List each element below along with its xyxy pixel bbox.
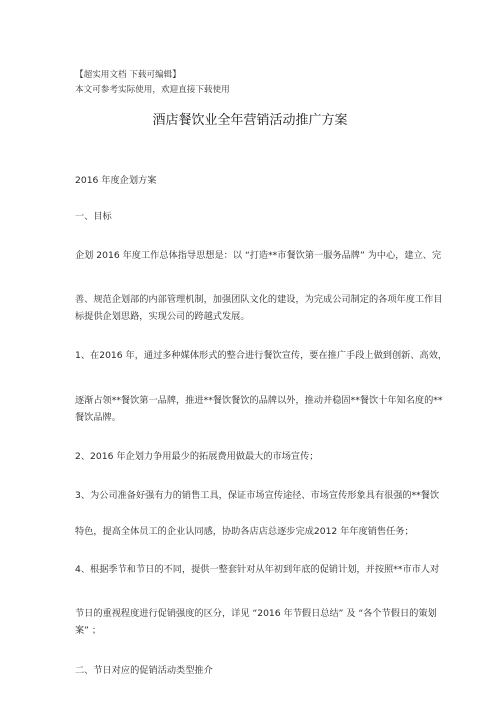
header-subnotice: 本文可参考实际使用，欢迎直接下载使用 [75, 85, 230, 95]
paragraph-2-line-2: 逐渐占领**餐饮第一品牌，推进**餐饮餐饮的品牌以外，推动并稳固**餐饮十年知名度的** [75, 395, 443, 406]
paragraph-4-line-2: 特色，提高全体员工的企业认同感，协助各店店总逐步完成2012 年年度销售任务； [75, 526, 414, 537]
document-title: 酒店餐饮业全年营销活动推广方案 [152, 113, 348, 128]
paragraph-1-line-2: 善、规范企划部的内部管理机制，加强团队文化的建设，为完成公司制定的各项年度工作目 [75, 294, 443, 305]
section-heading-holiday-promotions: 二、节日对应的促销活动类型推介 [75, 665, 213, 676]
paragraph-5-line-1: 4、根据季节和节日的不同，提供一整套针对从年初到年底的促销计划，并按照**市市人对 [75, 564, 440, 575]
paragraph-2-line-1: 1、在2016 年，通过多种媒体形式的整合进行餐饮宣传，要在推广手段上做到创新、高效， [75, 350, 448, 361]
header-notice: 【超实用文档 下载可编辑】 [75, 70, 181, 80]
paragraph-1-line-3: 标提供企划思路，实现公司的跨越式发展。 [75, 311, 250, 322]
paragraph-5-line-3: 案” ； [75, 625, 102, 636]
paragraph-5-line-2: 节日的重视程度进行促销强度的区分，详见 “2016 年节假日总结” 及 “各个节假日的策划 [75, 608, 437, 619]
paragraph-2-line-3: 餐饮品牌。 [75, 412, 121, 423]
section-heading-goals: 一、目标 [75, 211, 112, 222]
plan-year-heading: 2016 年度企划方案 [75, 175, 157, 186]
paragraph-4-line-1: 3、为公司准备好强有力的销售工具，保证市场宣传途径、市场宣传形象具有很强的**餐饮 [75, 490, 440, 501]
paragraph-1-line-1: 企划 2016 年度工作总体指导思想是：以 “打造**市餐饮第一服务品牌” 为中心，建立、完 [75, 250, 442, 261]
paragraph-3: 2、2016 年企划力争用最少的拓展费用做最大的市场宣传； [75, 451, 319, 462]
